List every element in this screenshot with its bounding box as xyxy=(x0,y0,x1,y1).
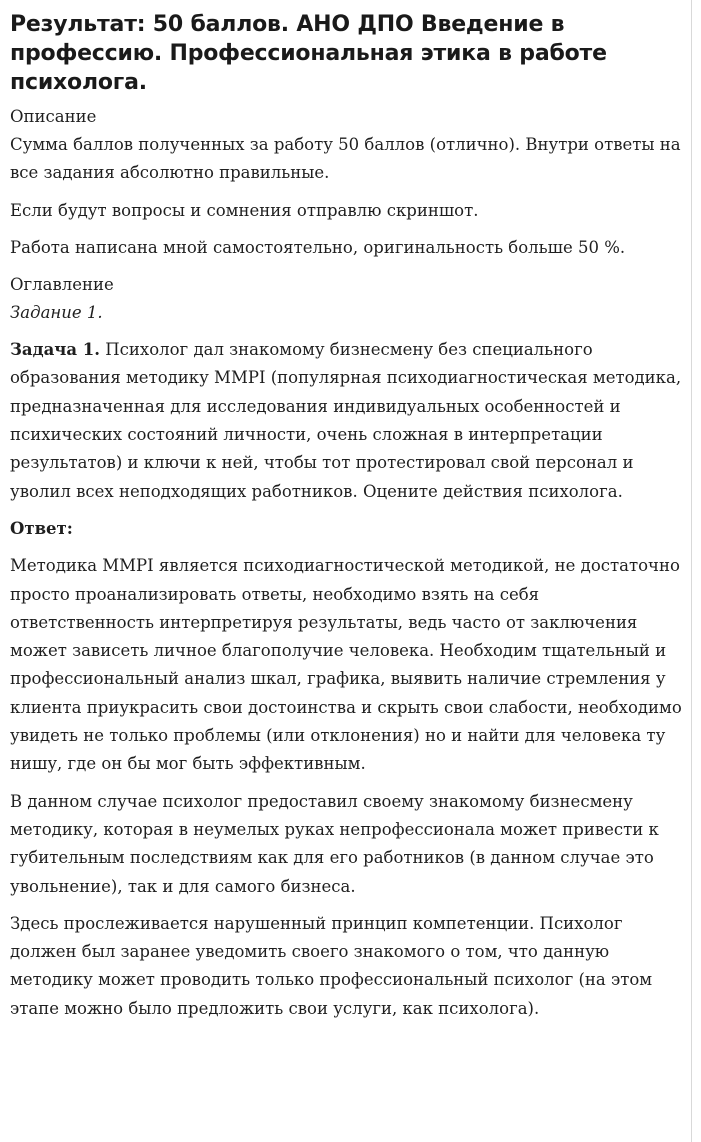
description-paragraph-1: Сумма баллов полученных за работу 50 баллов (отлично). Внутри ответы на все задания абсолютно правильные. xyxy=(10,135,681,183)
task-text: Психолог дал знакомому бизнесмену без специального образования методику MMPI (популярная психодиагностическая методика, предназначенная для исследования индивидуальных особенностей и психических состояний личности, очень сложная в интерпретации результатов) и ключи к ней, чтобы тот протестировал свой персонал и уволил всех неподходящих работников. Оцените действия психолога. xyxy=(10,340,682,501)
answer-paragraph-2: В данном случае психолог предоставил своему знакомому бизнесмену методику, которая в неумелых руках непрофессионала может привести к губительным последствиям как для его работников (в данном случае это увольнение), так и для самого бизнеса. xyxy=(10,791,659,896)
toc-item-task-1[interactable]: Задание 1. xyxy=(10,303,103,323)
toc-label: Оглавление xyxy=(10,275,114,295)
page-title: Результат: 50 баллов. АНО ДПО Введение в профессию. Профессиональная этика в работе психолога. xyxy=(10,12,607,95)
answer-paragraph-1: Методика MMPI является психодиагностической методикой, не достаточно просто проанализировать ответы, необходимо взять на себя ответственность интерпретируя результаты, ведь часто от заключения может зависеть личное благополучие человека. Необходим тщательный и профессиональный анализ шкал, графика, выявить наличие стремления у клиента приукрасить свои достоинства и скрыть свои слабости, необходимо увидеть не только проблемы (или отклонения) но и найти для человека ту нишу, где он бы мог быть эффективным. xyxy=(10,556,682,774)
task-label: Задача 1. xyxy=(10,340,101,360)
answer-paragraph-3: Здесь прослеживается нарушенный принцип компетенции. Психолог должен был заранее уведомить своего знакомого о том, что данную методику может проводить только профессиональный психолог (на этом этапе можно было предложить свои услуги, как психолога). xyxy=(10,913,653,1018)
task-paragraph xyxy=(10,336,683,506)
answer-paragraph-label xyxy=(10,515,683,543)
description-paragraph-3: Работа написана мной самостоятельно, оригинальность больше 50 %. xyxy=(10,237,626,257)
description-label: Описание xyxy=(10,107,97,126)
description-paragraph-2: Если будут вопросы и сомнения отправлю скриншот. xyxy=(10,200,479,220)
answer-label: Ответ: xyxy=(10,518,73,538)
